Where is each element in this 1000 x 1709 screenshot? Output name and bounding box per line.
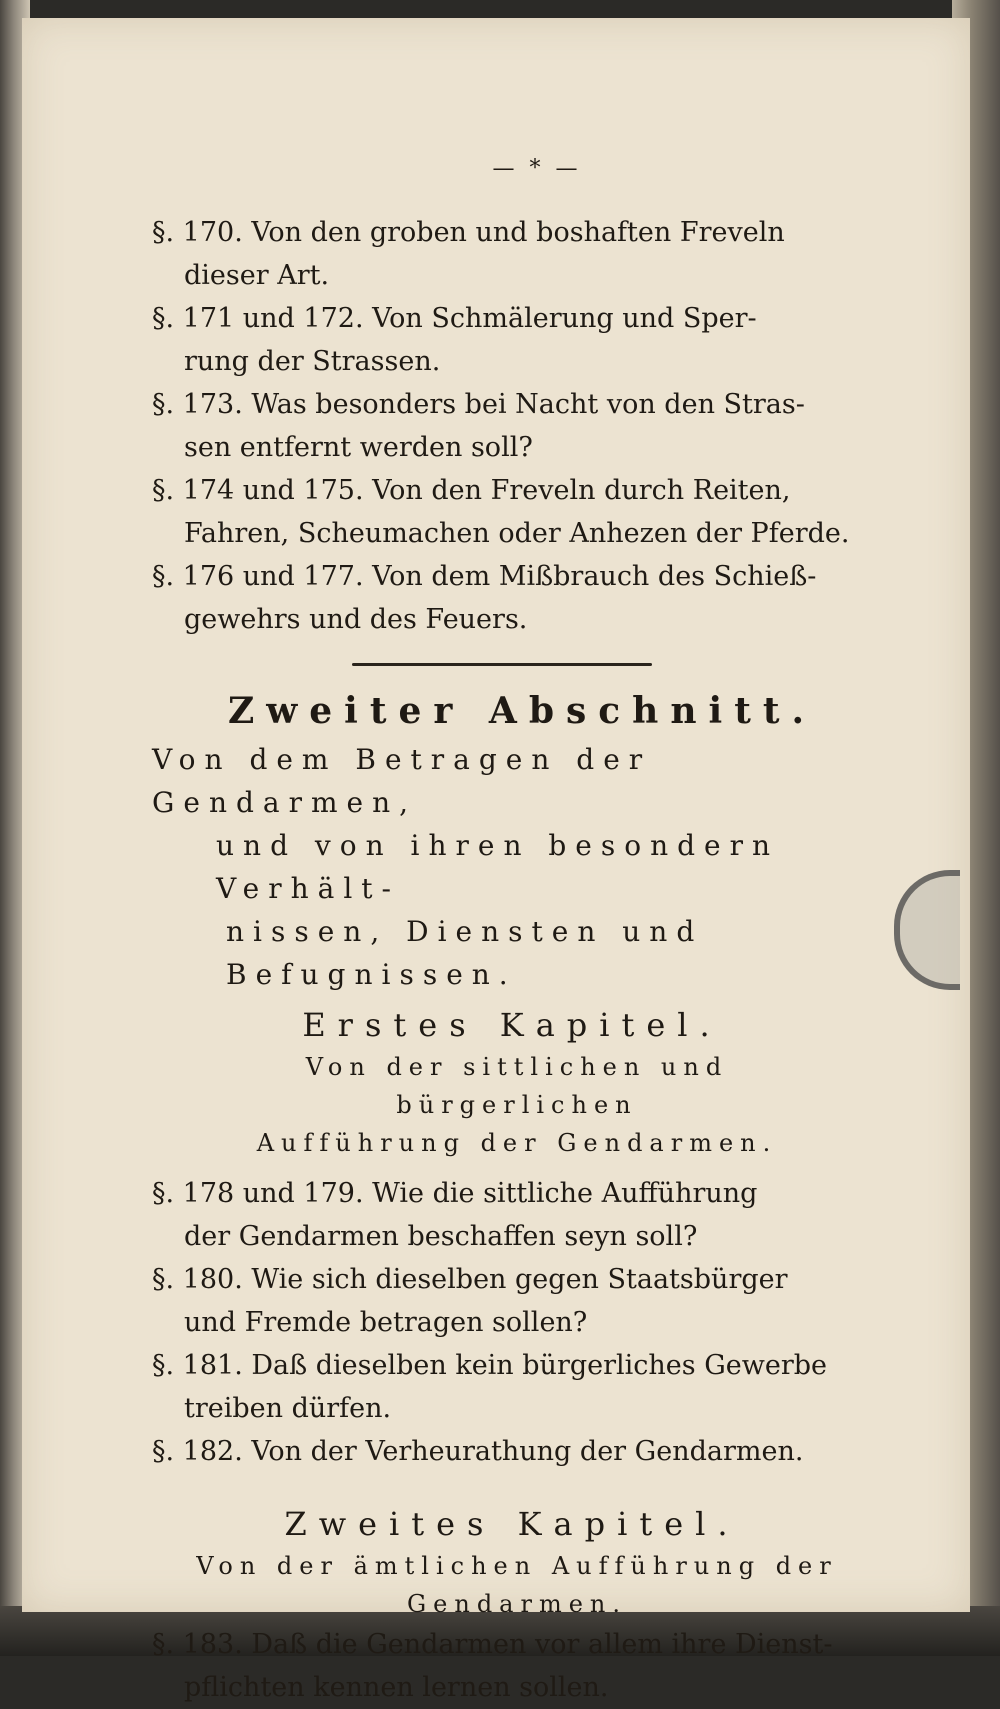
entry-line: gewehrs und des Feuers. — [184, 604, 528, 635]
entry-line: pflichten kennen lernen sollen. — [184, 1672, 609, 1703]
entry-line: treiben dürfen. — [184, 1393, 392, 1424]
toc-entry — [152, 1623, 852, 1709]
chapter-subtitle-line: Gendarmen. — [406, 1590, 628, 1618]
toc-entry — [152, 1258, 852, 1344]
chapter-subtitle-line: Von der ämtlichen Aufführung der — [196, 1552, 838, 1580]
entry-line: Fahren, Scheumachen oder Anhezen der Pferde. — [184, 518, 850, 549]
entry-line: und Fremde betragen sollen? — [184, 1307, 588, 1338]
chapter-title: Zweites Kapitel. — [284, 1505, 740, 1543]
page-content — [152, 156, 852, 1709]
entry-line: §. 170. Von den groben und boshaften Freveln — [152, 217, 785, 248]
toc-entry — [152, 469, 852, 555]
chapter-subtitle — [182, 1048, 852, 1162]
toc-entry — [152, 1172, 852, 1258]
entry-line: dieser Art. — [184, 260, 330, 291]
entry-line: §. 180. Wie sich dieselben gegen Staatsbürger — [152, 1264, 788, 1295]
chapter-subtitle-line: Von der sittlichen und bürgerlichen — [305, 1053, 729, 1119]
toc-entry — [152, 555, 852, 641]
page-header: — * — — [492, 156, 582, 181]
section-subtitle-line: und von ihren besondern Verhält- — [216, 829, 780, 905]
entry-line: §. 173. Was besonders bei Nacht von den Stras- — [152, 389, 805, 420]
page-clip — [894, 870, 960, 990]
entry-line: sen entfernt werden soll? — [184, 432, 533, 463]
section-subtitle-line: nissen, Diensten und Befugnissen. — [226, 915, 704, 991]
entry-line: rung der Strassen. — [184, 346, 441, 377]
chapter-subtitle-line: Aufführung der Gendarmen. — [256, 1129, 778, 1157]
book-page — [22, 18, 970, 1703]
entry-line: §. 174 und 175. Von den Freveln durch Reiten, — [152, 475, 791, 506]
toc-entry — [152, 383, 852, 469]
entry-line: §. 178 und 179. Wie die sittliche Aufführung — [152, 1178, 758, 1209]
entry-line: §. 183. Daß die Gendarmen vor allem ihre Dienst- — [152, 1629, 833, 1660]
section-divider — [352, 663, 652, 666]
chapter-title: Erstes Kapitel. — [302, 1006, 722, 1044]
entry-line: §. 182. Von der Verheurathung der Gendarmen. — [152, 1436, 804, 1467]
entry-line: §. 181. Daß dieselben kein bürgerliches Gewerbe — [152, 1350, 828, 1381]
entry-line: der Gendarmen beschaffen seyn soll? — [184, 1221, 698, 1252]
chapter-subtitle — [182, 1547, 852, 1623]
entry-line: §. 176 und 177. Von dem Mißbrauch des Schieß- — [152, 561, 817, 592]
section-subtitle-line: Von dem Betragen der Gendarmen, — [152, 743, 652, 819]
toc-entry — [152, 1430, 852, 1473]
toc-entry — [152, 211, 852, 297]
toc-entry — [152, 1344, 852, 1430]
entry-line: §. 171 und 172. Von Schmälerung und Sper- — [152, 303, 757, 334]
section-subtitle — [152, 738, 852, 996]
section-title: Zweiter Abschnitt. — [228, 690, 816, 732]
toc-entry — [152, 297, 852, 383]
